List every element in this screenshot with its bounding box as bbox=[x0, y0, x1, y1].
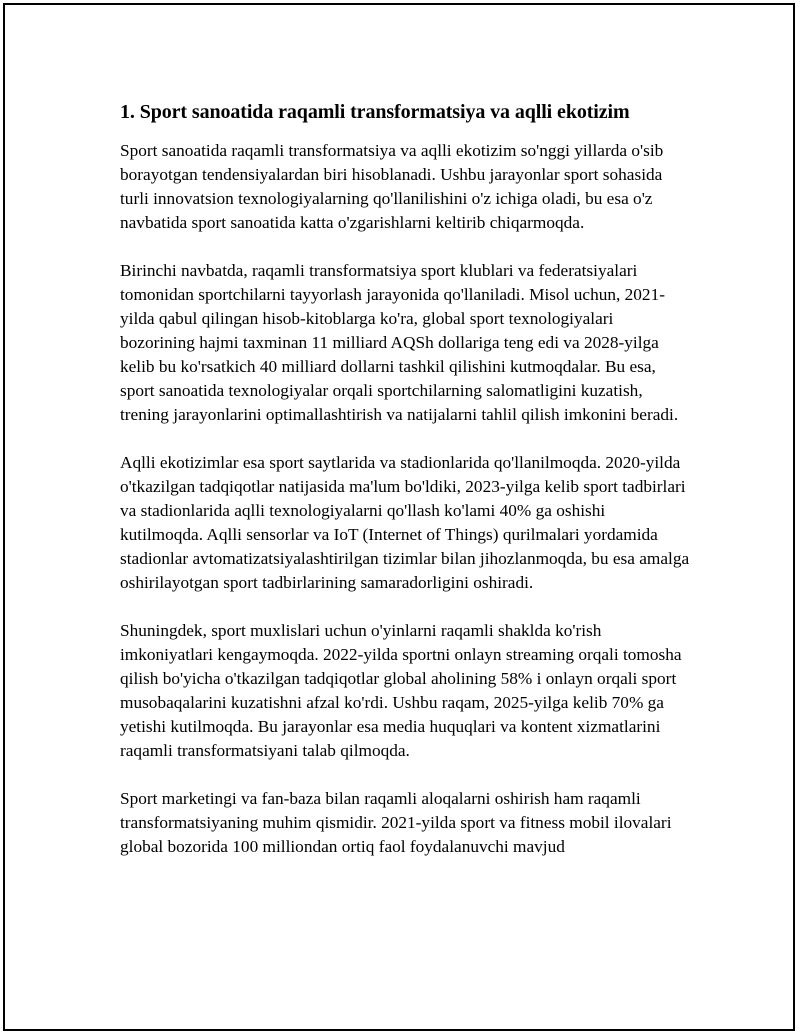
paragraph-4: Shuningdek, sport muxlislari uchun o'yinlarni raqamli shaklda ko'rish imkoniyatlari kengaymoqda. 2022-yilda sportni onlayn streaming orqali tomosha qilish bo'yicha o'tkazilgan tadqiqotlar global aholining 58% i onlayn orqali sport musobaqalarini kuzatishni afzal ko'rdi. Ushbu raqam, 2025-yilga kelib 70% ga yetishi kutilmoqda. Bu jarayonlar esa media huquqlari va kontent xizmatlarini raqamli transformatsiyani talab qilmoqda. bbox=[120, 621, 682, 760]
page-frame bbox=[3, 3, 795, 1031]
paragraph-5: Sport marketingi va fan-baza bilan raqamli aloqalarni oshirish ham raqamli transformatsiyaning muhim qismidir. 2021-yilda sport va fitness mobil ilovalari global bozorida 100 milliondan ortiq faol foydalanuvchi mavjud bbox=[120, 789, 672, 856]
document-body bbox=[120, 99, 690, 883]
paragraph-3: Aqlli ekotizimlar esa sport saytlarida va stadionlarida qo'llanilmoqda. 2020-yilda o'tkazilgan tadqiqotlar natijasida ma'lum bo'ldiki, 2023-yilga kelib sport tadbirlari va stadionlarida aqlli texnologiyalarni qo'llash ko'lami 40% ga oshishi kutilmoqda. Aqlli sensorlar va IoT (Internet of Things) qurilmalari yordamida stadionlar avtomatizatsiyalashtirilgan tizimlar bilan jihozlanmoqda, bu esa amalga oshirilayotgan sport tadbirlarining samaradorligini oshiradi. bbox=[120, 453, 690, 592]
section-heading: 1. Sport sanoatida raqamli transformatsiya va aqlli ekotizim bbox=[120, 101, 630, 123]
paragraph-2: Birinchi navbatda, raqamli transformatsiya sport klublari va federatsiyalari tomonidan sportchilarni tayyorlash jarayonida qo'llaniladi. Misol uchun, 2021-yilda qabul qilingan hisob-kitoblarga ko'ra, global sport texnologiyalari bozorining hajmi taxminan 11 milliard AQSh dollariga teng edi va 2028-yilga kelib bu ko'rsatkich 40 milliard dollarni tashkil qilishini kutmoqdalar. Bu esa, sport sanoatida texnologiyalar orqali sportchilarning salomatligini kuzatish, trening jarayonlarini optimallashtirish va natijalarni tahlil qilish imkonini beradi. bbox=[120, 261, 679, 424]
paragraph-1: Sport sanoatida raqamli transformatsiya va aqlli ekotizim so'nggi yillarda o'sib borayotgan tendensiyalardan biri hisoblanadi. Ushbu jarayonlar sport sohasida turli innovatsion texnologiyalarning qo'llanilishini o'z ichiga oladi, bu esa o'z navbatida sport sanoatida katta o'zgarishlarni keltirib chiqarmoqda. bbox=[120, 141, 664, 232]
